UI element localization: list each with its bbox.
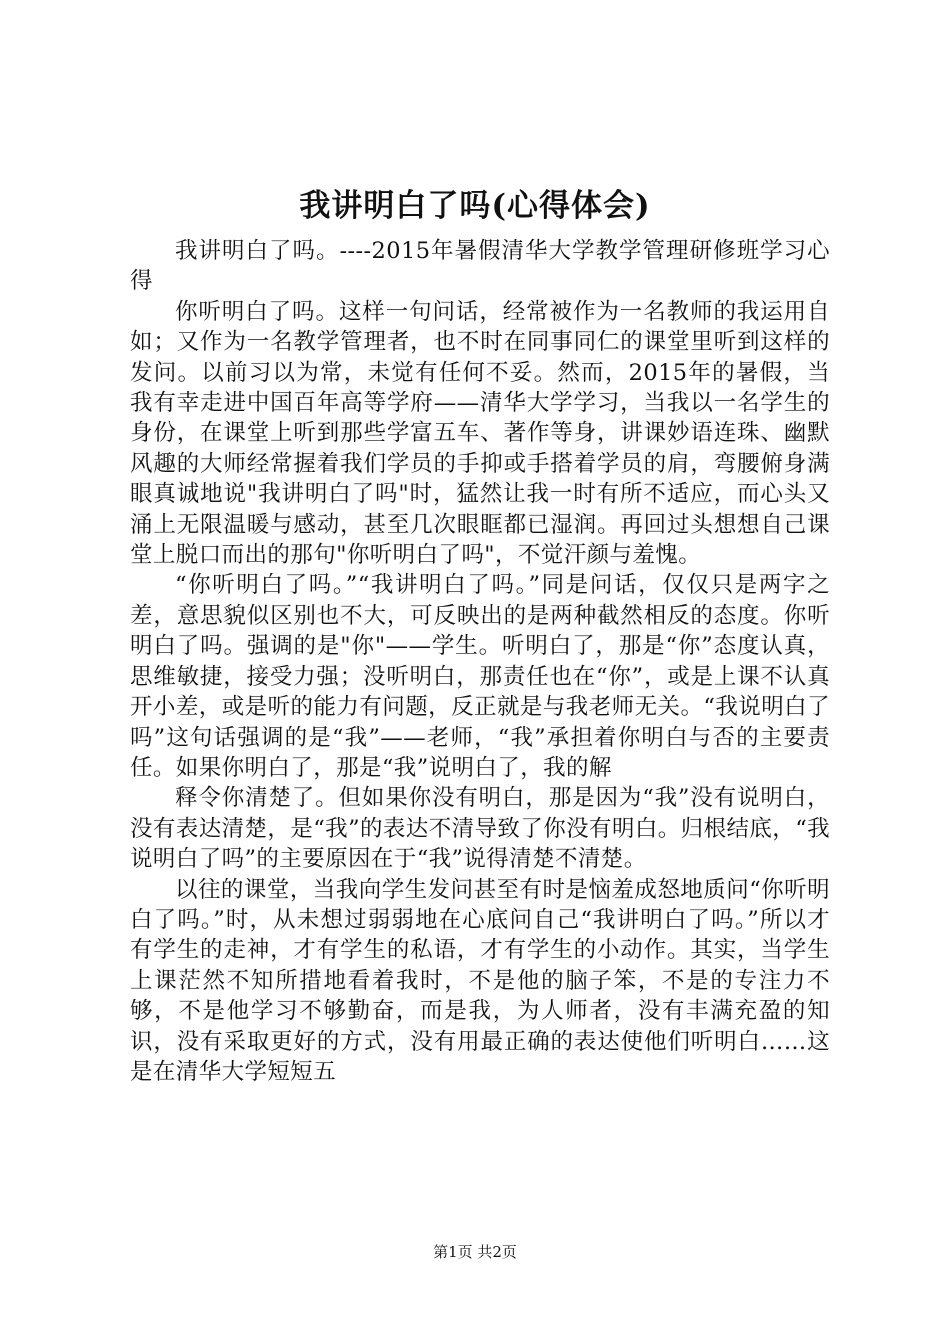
- page-number-footer: 第1页 共2页: [433, 1243, 517, 1261]
- paragraph: 你听明白了吗。这样一句问话，经常被作为一名教师的我运用自如；又作为一名教学管理者，也不时在同事同仁的课堂里听到这样的发问。以前习以为常，未觉有任何不妥。然而，2015年的暑假，当我有幸走进中国百年高等学府——清华大学学习，当我以一名学生的身份，在课堂上听到那些学富五车、著作等身，讲课妙语连珠、幽默风趣的大师经常握着我们学员的手抑或手搭着学员的肩，弯腰俯身满眼真诚地说"我讲明白了吗"时，猛然让我一时有所不适应，而心头又涌上无限温暖与感动，甚至几次眼眶都已湿润。再回过头想想自己课堂上脱口而出的那句"你听明白了吗"，不觉汗颜与羞愧。: [130, 298, 830, 569]
- paragraph: “你听明白了吗。”“我讲明白了吗。”同是问话，仅仅只是两字之差，意思貌似区别也不大，可反映出的是两种截然相反的态度。你听明白了吗。强调的是"你"——学生。听明白了，那是“你”态度认真，思维敏捷，接受力强；没听明白，那责任也在“你”，或是上课不认真开小差，或是听的能力有问题，反正就是与我老师无关。“我说明白了吗”这句话强调的是“我”——老师，“我”承担着你明白与否的主要责任。如果你明白了，那是“我”说明白了，我的解: [130, 572, 830, 781]
- paragraph: 释令你清楚了。但如果你没有明白，那是因为“我”没有说明白，没有表达清楚，是“我”的表达不清导致了你没有明白。归根结底，“我说明白了吗”的主要原因在于“我”说得清楚不清楚。: [130, 785, 830, 873]
- page-title: 我讲明白了吗(心得体会): [299, 188, 651, 224]
- paragraph: 以往的课堂，当我向学生发问甚至有时是恼羞成怒地质问“你听明白了吗。”时，从未想过弱弱地在心底问自己“我讲明白了吗。”所以才有学生的走神，才有学生的私语，才有学生的小动作。其实，当学生上课茫然不知所措地看着我时，不是他的脑子笨，不是的专注力不够，不是他学习不够勤奋，而是我，为人师者，没有丰满充盈的知识，没有采取更好的方式，没有用最正确的表达使他们听明白……这是在清华大学短短五: [130, 876, 830, 1085]
- paragraph-subtitle: 我讲明白了吗。----2015年暑假清华大学教学管理研修班学习心得: [130, 238, 830, 295]
- document-body: [130, 236, 830, 1087]
